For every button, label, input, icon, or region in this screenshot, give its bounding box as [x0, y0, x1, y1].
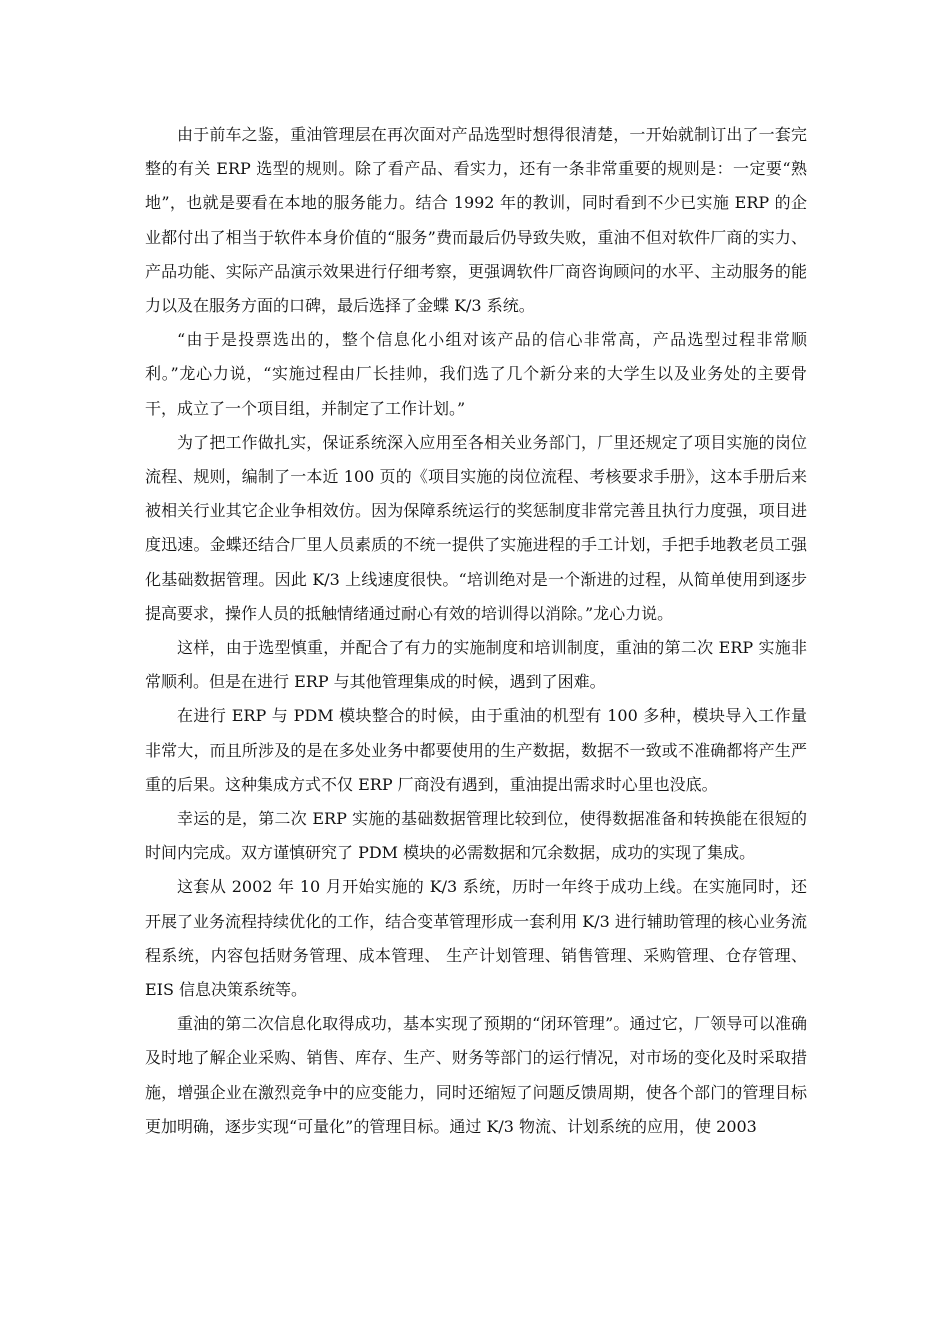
- paragraph-4: 这样，由于选型慎重，并配合了有力的实施制度和培训制度，重油的第二次 ERP 实施非常顺利。但是在进行 ERP 与其他管理集成的时候，遇到了困难。: [145, 638, 807, 692]
- paragraph-1: 由于前车之鉴，重油管理层在再次面对产品选型时想得很清楚，一开始就制订出了一套完整的有关 ERP 选型的规则。除了看产品、看实力，还有一条非常重要的规则是：一定要“熟地”，也就是要看在本地的服务能力。结合 1992 年的教训，同时看到不少已实施 ERP 的企业都付出了相当于软件本身价值的“服务”费而最后仍导致失败，重油不但对软件厂商的实力、产品功能、实际产品演示效果进行仔细考察，更强调软件厂商咨询顾问的水平、主动服务的能力以及在服务方面的口碑，最后选择了金蝶 K/3 系统。: [145, 125, 807, 316]
- paragraph-5: 在进行 ERP 与 PDM 模块整合的时候，由于重油的机型有 100 多种，模块导入工作量非常大，而且所涉及的是在多处业务中都要使用的生产数据，数据不一致或不准确都将产生严重的后果。这种集成方式不仅 ERP 厂商没有遇到，重油提出需求时心里也没底。: [145, 706, 807, 794]
- paragraph-6: 幸运的是，第二次 ERP 实施的基础数据管理比较到位，使得数据准备和转换能在很短的时间内完成。双方谨慎研究了 PDM 模块的必需数据和冗余数据，成功的实现了集成。: [145, 809, 807, 863]
- paragraph-3: 为了把工作做扎实，保证系统深入应用至各相关业务部门，厂里还规定了项目实施的岗位流程、规则，编制了一本近 100 页的《项目实施的岗位流程、考核要求手册》，这本手册后来被相关行业其它企业争相效仿。因为保障系统运行的奖惩制度非常完善且执行力度强，项目进度迅速。金蝶还结合厂里人员素质的不统一提供了实施进程的手工计划，手把手地教老员工强化基础数据管理。因此 K/3 上线速度很快。“培训绝对是一个渐进的过程，从简单使用到逐步提高要求，操作人员的抵触情绪通过耐心有效的培训得以消除。”龙心力说。: [145, 432, 807, 623]
- paragraph-8: 重油的第二次信息化取得成功，基本实现了预期的“闭环管理”。通过它，厂领导可以准确及时地了解企业采购、销售、库存、生产、财务等部门的运行情况，对市场的变化及时采取措施，增强企业在激烈竞争中的应变能力，同时还缩短了问题反馈周期，使各个部门的管理目标更加明确，逐步实现“可量化”的管理目标。通过 K/3 物流、计划系统的应用，使 2003: [145, 1014, 807, 1136]
- document-body: [145, 118, 807, 1144]
- paragraph-2: “由于是投票选出的，整个信息化小组对该产品的信心非常高，产品选型过程非常顺利。”龙心力说，“实施过程由厂长挂帅，我们选了几个新分来的大学生以及业务处的主要骨干，成立了一个项目组，并制定了工作计划。”: [145, 330, 807, 418]
- paragraph-7: 这套从 2002 年 10 月开始实施的 K/3 系统，历时一年终于成功上线。在实施同时，还开展了业务流程持续优化的工作，结合变革管理形成一套利用 K/3 进行辅助管理的核心业务流程系统，内容包括财务管理、成本管理、 生产计划管理、销售管理、采购管理、仓存管理、EIS 信息决策系统等。: [145, 877, 807, 1000]
